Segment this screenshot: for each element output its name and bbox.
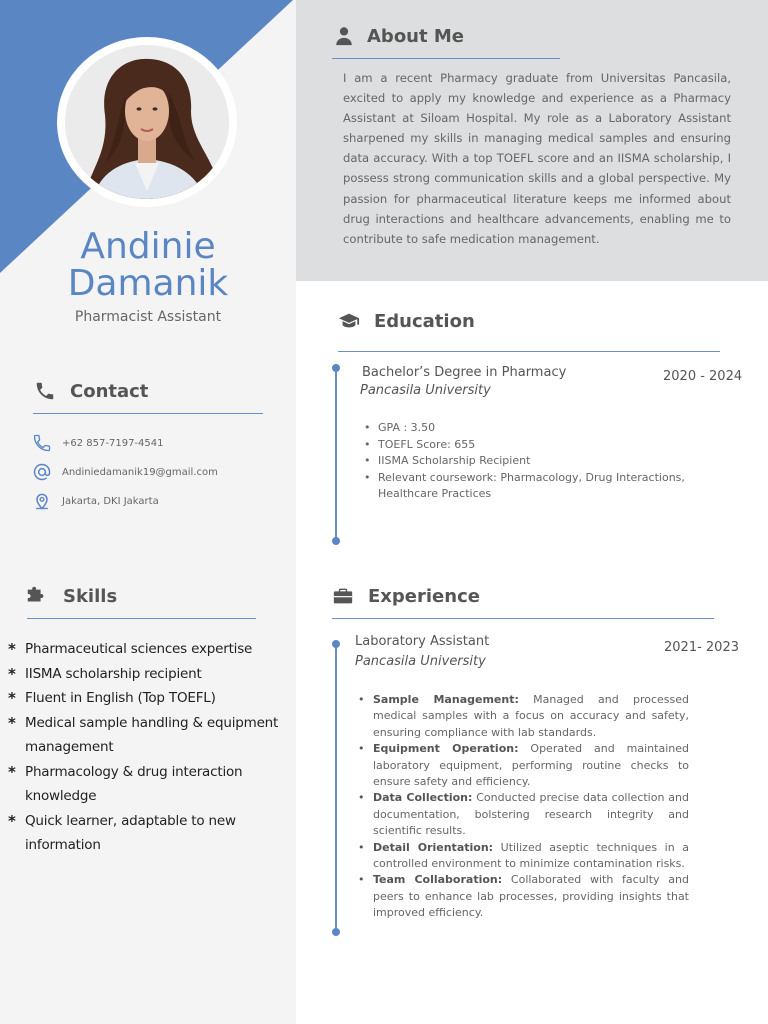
email-text: Andiniedamanik19@gmail.com xyxy=(62,466,218,478)
education-divider xyxy=(338,351,720,352)
puzzle-piece-icon xyxy=(25,585,47,607)
list-item: * Medical sample handling & equipment management xyxy=(8,713,279,755)
list-item: • Data Collection: Conducted precise data collection and documentation, bolstering research integrity and scientific results. xyxy=(358,790,689,839)
contact-location[interactable] xyxy=(32,491,159,511)
location-text: Jakarta, DKI Jakarta xyxy=(62,495,159,507)
location-pin-icon xyxy=(32,491,52,511)
contact-email[interactable] xyxy=(32,462,218,482)
contact-title: Contact xyxy=(70,380,149,402)
at-sign-icon xyxy=(32,462,52,482)
skills-heading xyxy=(25,585,117,607)
experience-institution: Pancasila University xyxy=(355,654,486,669)
about-title: About Me xyxy=(367,25,464,47)
experience-dates: 2021- 2023 xyxy=(664,640,739,655)
education-details xyxy=(364,420,744,503)
contact-heading xyxy=(34,380,148,402)
full-name xyxy=(0,228,296,302)
list-item: • TOEFL Score: 655 xyxy=(364,437,744,454)
timeline-dot xyxy=(332,928,340,936)
about-text: I am a recent Pharmacy graduate from Universitas Pancasila, excited to apply my knowledge and experience as a Pharmacy Assistant at Siloam Hospital. My role as a Laboratory Assistant sharpened my skills in managing medical samples and ensuring data accuracy. With a top TOEFL score and an IISMA scholarship, I possess strong communication skills and a global perspective. My passion for pharmaceutical literature keeps me informed about drug interactions and healthcare advancements, enabling me to contribute to safe medication management. xyxy=(343,71,731,246)
skills-title: Skills xyxy=(63,585,118,607)
list-item: • GPA : 3.50 xyxy=(364,420,744,437)
graduation-cap-icon xyxy=(338,310,360,332)
last-name: Damanik xyxy=(67,263,229,304)
first-name: Andinie xyxy=(80,226,216,267)
phone-icon xyxy=(34,380,56,402)
list-item: • Detail Orientation: Utilized aseptic techniques in a controlled environment to minimize contamination risks. xyxy=(358,840,689,873)
education-timeline xyxy=(335,368,337,541)
job-role: Laboratory Assistant xyxy=(355,634,490,649)
avatar xyxy=(57,37,237,207)
person-icon xyxy=(333,25,355,47)
skills-list xyxy=(8,637,293,858)
list-item: • IISMA Scholarship Recipient xyxy=(364,453,744,470)
list-item: * Pharmaceutical sciences expertise xyxy=(8,640,253,658)
contact-divider xyxy=(33,413,263,414)
timeline-dot xyxy=(332,364,340,372)
education-title: Education xyxy=(374,310,475,332)
education-heading xyxy=(338,310,475,332)
briefcase-icon xyxy=(332,585,354,607)
experience-timeline xyxy=(335,644,337,932)
skills-divider xyxy=(27,618,256,619)
experience-heading xyxy=(332,585,480,607)
profile-photo xyxy=(65,45,229,199)
list-item: * Quick learner, adaptable to new information xyxy=(8,811,236,853)
timeline-dot xyxy=(332,537,340,545)
list-item: • Equipment Operation: Operated and maintained laboratory equipment, performing routine checks to ensure safety and efficiency. xyxy=(358,741,689,790)
experience-title: Experience xyxy=(368,585,480,607)
experience-details xyxy=(358,692,689,922)
degree-title: Bachelor’s Degree in Pharmacy xyxy=(362,365,567,380)
job-title: Pharmacist Assistant xyxy=(74,309,222,325)
list-item: • Sample Management: Managed and processed medical samples with a focus on accuracy and safety, ensuring compliance with lab standards. xyxy=(358,692,689,741)
left-panel xyxy=(0,0,296,1024)
experience-divider xyxy=(332,618,714,619)
education-dates: 2020 - 2024 xyxy=(663,369,743,384)
list-item: * Fluent in English (Top TOEFL) xyxy=(8,689,216,707)
list-item: • Relevant coursework: Pharmacology, Drug Interactions, Healthcare Practices xyxy=(364,470,744,503)
contact-phone[interactable] xyxy=(32,433,163,453)
list-item: * IISMA scholarship recipient xyxy=(8,664,202,683)
timeline-dot xyxy=(332,640,340,648)
list-item: * Pharmacology & drug interaction knowledge xyxy=(8,762,243,804)
phone-outline-icon xyxy=(32,433,52,453)
education-institution: Pancasila University xyxy=(360,383,491,398)
list-item: • Team Collaboration: Collaborated with faculty and peers to enhance lab processes, providing insights that improved efficiency. xyxy=(358,872,689,921)
about-heading xyxy=(333,25,464,47)
phone-text: +62 857-7197-4541 xyxy=(62,437,164,449)
about-divider xyxy=(332,58,560,59)
